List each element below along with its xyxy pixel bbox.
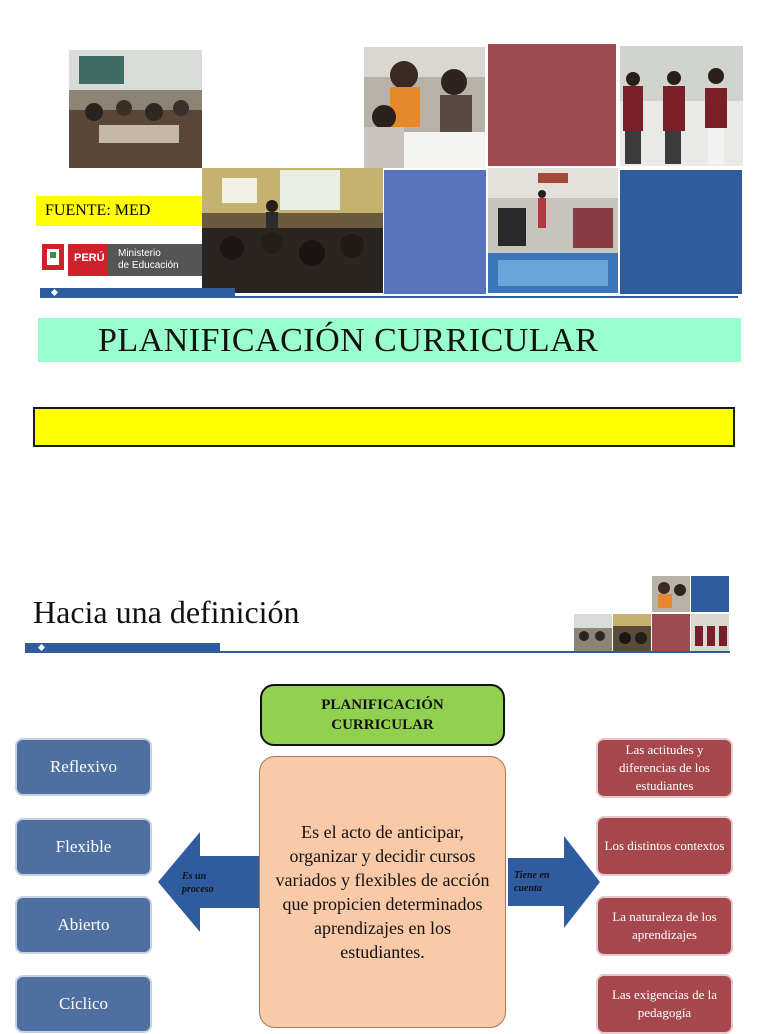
accent-diamond-icon <box>51 289 58 296</box>
definition-box <box>259 756 506 1028</box>
mini-photo-3 <box>613 614 651 651</box>
decor-tile-red <box>488 44 616 166</box>
characteristic-ciclico: Cíclico <box>15 975 152 1033</box>
consideration-contextos: Los distintos contextos <box>596 816 733 876</box>
mini-tile-red <box>652 614 690 651</box>
characteristic-abierto: Abierto <box>15 896 152 954</box>
slide-title: PLANIFICACIÓN CURRICULAR <box>98 322 599 359</box>
header-divider-line <box>235 296 738 298</box>
right-arrow-label-line1: Tiene en <box>514 870 550 881</box>
left-arrow-label-line1: Es un <box>182 871 207 882</box>
right-arrow-label <box>514 869 549 895</box>
concept-title-line1: PLANIFICACIÓN <box>321 697 444 713</box>
left-arrow-label <box>182 870 214 896</box>
decor-tile-blue-1 <box>384 170 486 294</box>
decor-tile-blue-2 <box>620 170 742 294</box>
slide2-accent-bar <box>25 643 220 653</box>
characteristic-reflexivo: Reflexivo <box>15 738 152 796</box>
logo-country: PERÚ <box>74 252 105 264</box>
logo-ministry-line1: Ministerio <box>118 248 161 259</box>
teacher-training-photo <box>202 168 383 293</box>
classroom-photo-1 <box>69 50 202 168</box>
definition-text: Es el acto de anticipar, organizar y decidir cursos variados y flexibles de acción que propicien determinados aprendizajes en los estudiantes. <box>275 822 490 962</box>
classroom-photo-2 <box>488 168 618 293</box>
characteristic-flexible: Flexible <box>15 818 152 876</box>
consideration-pedagogia: Las exigencias de la pedagogía <box>596 974 733 1034</box>
concept-title-box <box>260 684 505 746</box>
logo-ministry-line2: de Educación <box>118 260 179 271</box>
teachers-working-photo <box>364 47 485 168</box>
peru-coat-of-arms-icon <box>38 240 202 278</box>
mini-photo-2 <box>574 614 612 651</box>
highlight-bar <box>33 407 735 447</box>
header-accent-bar <box>40 288 235 298</box>
students-presenting-photo <box>620 46 743 166</box>
right-arrow-label-line2: cuenta <box>514 883 542 894</box>
left-arrow-label-line2: proceso <box>182 884 214 895</box>
slide2-divider-line <box>220 651 730 653</box>
definition-heading: Hacia una definición <box>33 594 300 630</box>
consideration-aprendizajes: La naturaleza de los aprendizajes <box>596 896 733 956</box>
concept-title-line2: CURRICULAR <box>331 717 434 733</box>
mini-tile-blue <box>691 576 729 612</box>
slide2-accent-diamond-icon <box>38 644 45 651</box>
mini-photo-1 <box>652 576 690 612</box>
ministry-logo <box>38 240 202 278</box>
source-label: FUENTE: MED <box>36 196 202 226</box>
consideration-actitudes: Las actitudes y diferencias de los estudiantes <box>596 738 733 798</box>
mini-photo-4 <box>691 614 729 651</box>
title-band <box>38 318 741 362</box>
